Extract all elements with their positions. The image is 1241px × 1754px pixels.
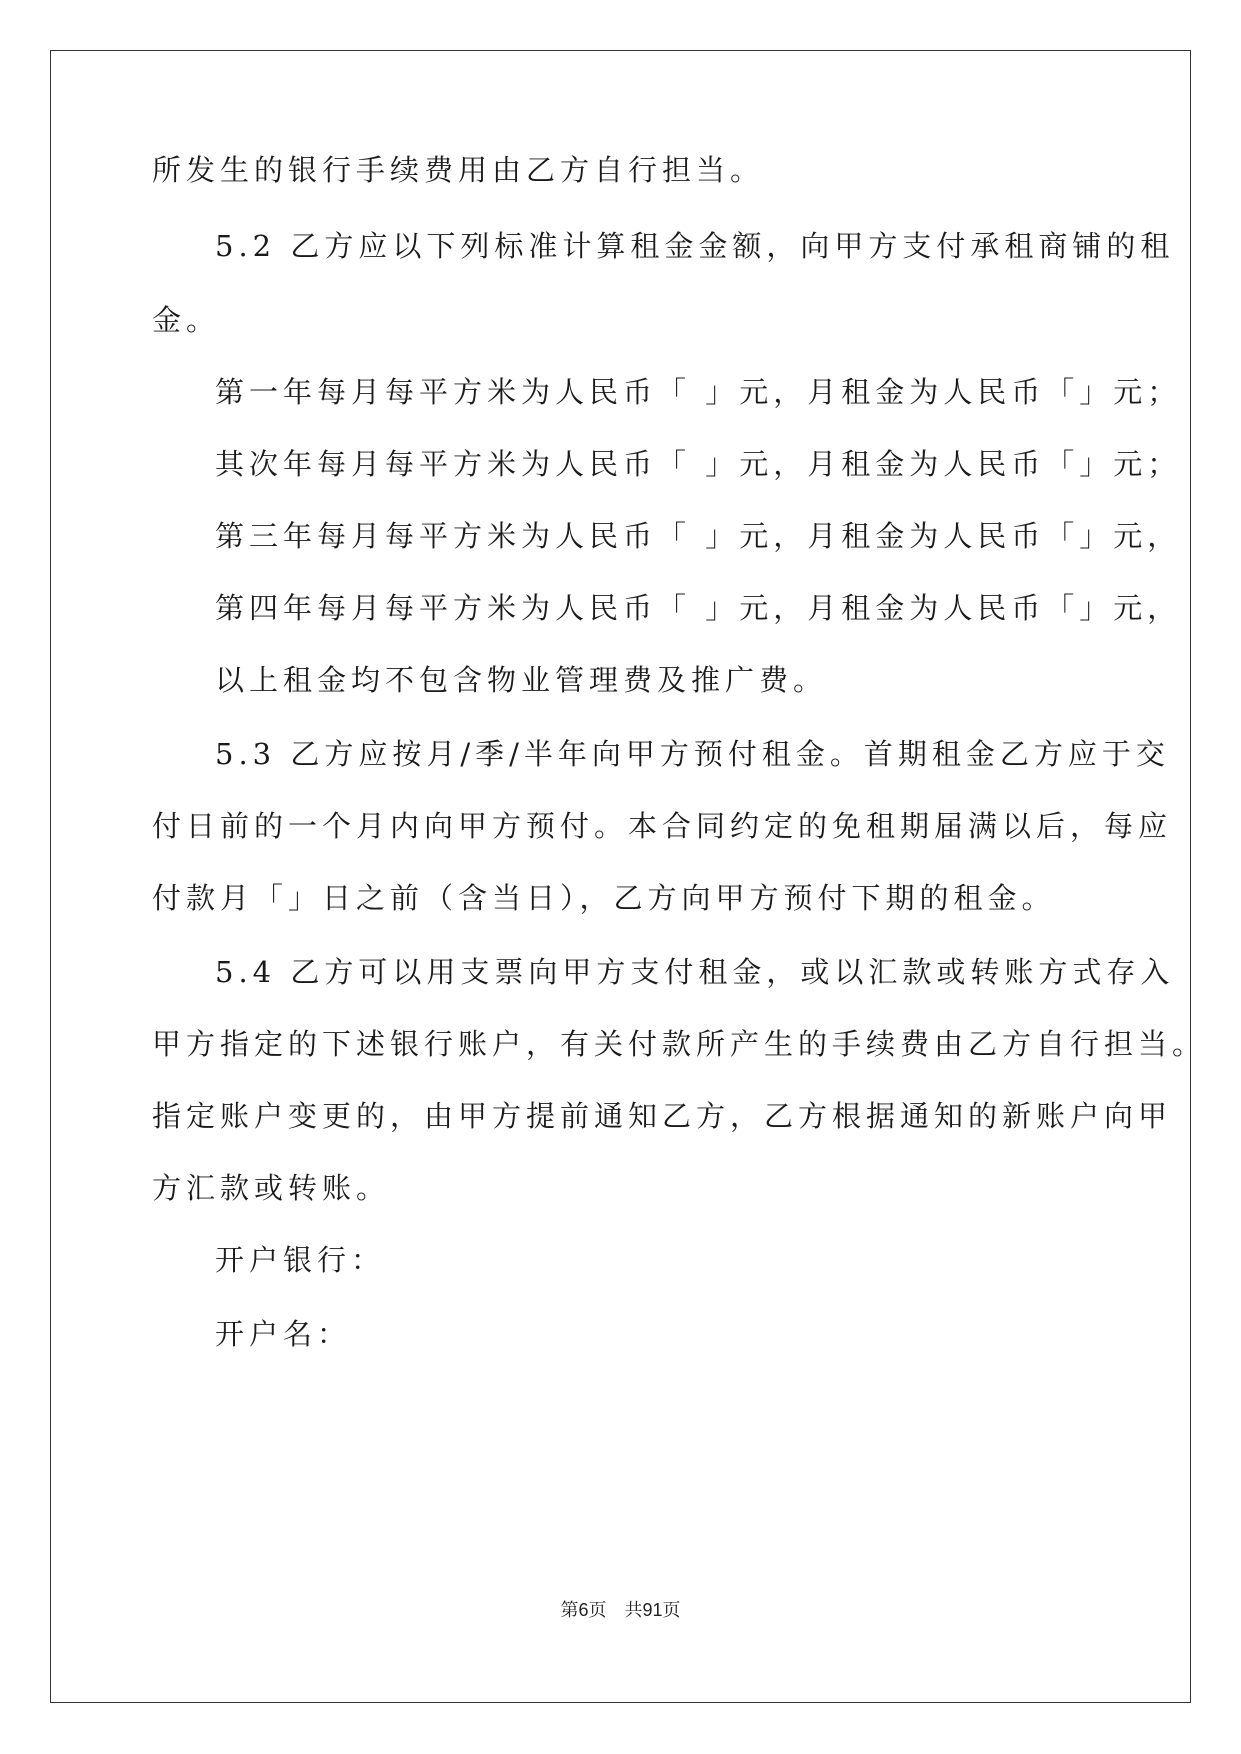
page-number-footer [0, 1598, 1241, 1623]
current-page-number: 6 [578, 1600, 589, 1620]
paragraph-line: 方汇款或转账。 [152, 1171, 391, 1205]
paragraph-line: 开户银行： [215, 1243, 386, 1277]
paragraph-line: 第四年每月每平方米为人民币「 」元，月租金为人民币「」元， [215, 591, 1182, 625]
paragraph-line: 5.4 乙方可以用支票向甲方支付租金，或以汇款或转账方式存入 [215, 955, 1175, 989]
paragraph-line: 甲方指定的下述银行账户，有关付款所产生的手续费由乙方自行担当。 [152, 1027, 1207, 1061]
footer-middle: 页 共 [588, 1600, 643, 1621]
paragraph-line: 付日前的一个月内向甲方预付。本合同约定的免租期届满以后，每应 [152, 809, 1173, 843]
paragraph-line: 5.2 乙方应以下列标准计算租金金额，向甲方支付承租商铺的租 [215, 229, 1175, 263]
paragraph-line: 以上租金均不包含物业管理费及推广费。 [215, 663, 828, 697]
paragraph-line: 付款月「」日之前（含当日），乙方向甲方预付下期的租金。 [152, 881, 1056, 915]
paragraph-line: 所发生的银行手续费用由乙方自行担当。 [152, 153, 765, 187]
paragraph-line: 第三年每月每平方米为人民币「 」元，月租金为人民币「」元， [215, 519, 1182, 553]
paragraph-line: 指定账户变更的，由甲方提前通知乙方，乙方根据通知的新账户向甲 [152, 1099, 1173, 1133]
paragraph-line: 开户名： [215, 1317, 352, 1351]
paragraph-line: 其次年每月每平方米为人民币「 」元，月租金为人民币「」元； [215, 447, 1182, 481]
footer-prefix: 第 [560, 1600, 579, 1621]
total-page-count: 91 [642, 1600, 663, 1620]
paragraph-line: 5.3 乙方应按月/季/半年向甲方预付租金。首期租金乙方应于交 [215, 737, 1170, 771]
paragraph-line: 金。 [152, 303, 221, 337]
footer-suffix: 页 [662, 1600, 681, 1621]
page-border [50, 50, 1191, 1703]
paragraph-line: 第一年每月每平方米为人民币「 」元，月租金为人民币「」元； [215, 375, 1182, 409]
